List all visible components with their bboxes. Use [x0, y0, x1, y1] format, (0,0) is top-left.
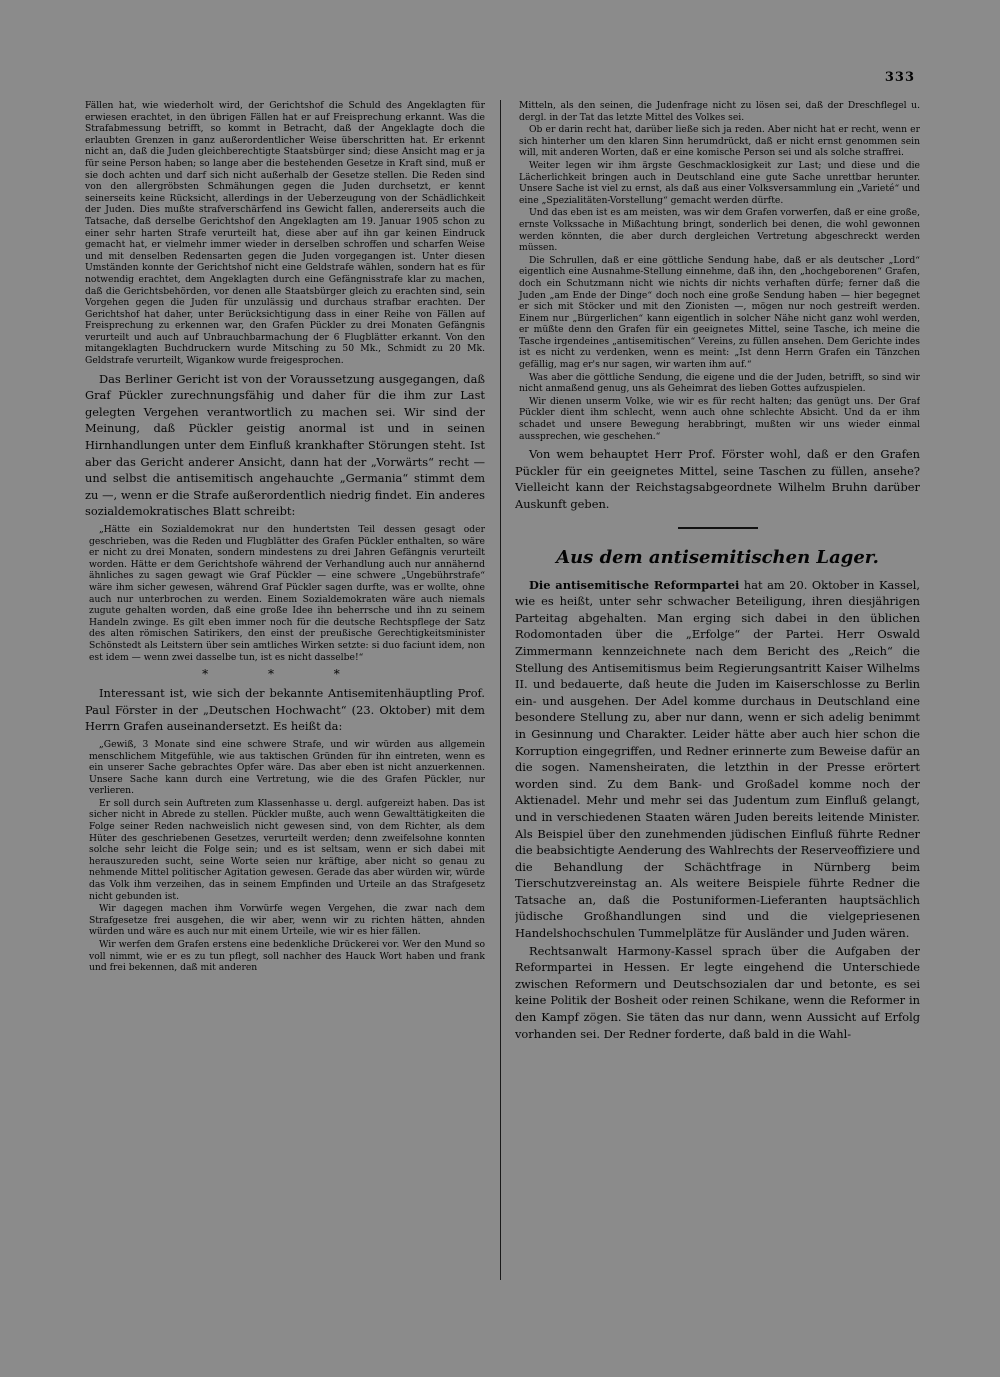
- quote-paragraph: „Gewiß, 3 Monate sind eine schwere Strafe, und wir würden aus allgemein menschlichem Mitgefühle, wie aus taktischen Gründen für ihn eintreten, wenn es ein unserer Sache gebrachtes Opfer wäre. Das aber eben ist nicht anzuerkennen. Unsere Sache kann durch eine Vertretung, wie die des Grafen Pückler, nur verlieren.: [89, 738, 485, 797]
- quote-paragraph: Wir dagegen machen ihm Vorwürfe wegen Vergehen, die zwar nach dem Strafgesetze frei ausgehen, die wir aber, wenn wir zu richten hätten, ahnden würden und wäre es auch nur mit einem Urteile, wie wir es hier fällen.: [89, 903, 485, 938]
- paragraph: [515, 577, 920, 942]
- section-heading: Aus dem antisemitischen Lager.: [556, 546, 879, 568]
- paragraph: Fällen hat, wie wiederholt wird, der Gerichtshof die Schuld des Angeklagten für erwiesen erachtet, in den übrigen Fällen hat er auf Freisprechung erkannt. Was die Strafabmessung betrifft, so kommt in Betracht, daß der Angeklagte doch die erlaubten Grenzen in ganz außerordentlicher Weise überschritten hat. Er erkennt nicht an, daß die Juden gleichberechtigte Staatsbürger sind; diese Ansicht mag er ja für seine Person haben; so lange aber die bestehenden Gesetze in Kraft sind, muß er sie doch achten und darf sich nicht außerhalb der Gesetze stellen. Die Reden sind von den allergröbsten Schmähungen gegen die Juden durchsetzt, er kennt seinerseits keine Rücksicht, allerdings in der Ueberzeugung von der Schädlichkeit der Juden. Dies mußte strafverschärfend ins Gewicht fallen, andererseits auch die Tatsache, daß derselbe Gerichtshof den Angeklagten am 19. Januar 1905 schon zu einer sehr harten Strafe verurteilt hat, diese aber auf ihn gar keinen Eindruck gemacht hat, er vielmehr immer wieder in derselben schroffen und scharfen Weise und mit denselben Redensarten gegen die Juden vorgegangen ist. Unter diesen Umständen konnte der Gerichtshof nicht eine Geldstrafe wählen, sondern hat es für notwendig erachtet, dem Angeklagten durch eine Gefängnisstrafe klar zu machen, daß die Gerichtsbehörden, vor denen alle Staatsbürger gleich zu erachten sind, sein Vorgehen gegen die Juden für unzulässig und durchaus strafbar erachten. Der Gerichtshof hat daher, unter Berücksichtigung dass in einer Reihe von Fällen auf Freisprechung zu erkennen war, den Grafen Pückler zu drei Monaten Gefängnis verurteilt und auch auf Unbrauchbarmachung der 6 Flugblätter erkannt. Von den mitangeklagten Buchdruckern wurde Mitsching zu 50 Mk., Schmidt zu 20 Mk. Geldstrafe verurteilt, Wigankow wurde freigesprochen.: [85, 100, 485, 367]
- quote-paragraph: Was aber die göttliche Sendung, die eigene und die der Juden, betrifft, so sind wir nicht anmaßend genug, uns als Geheimrat des lieben Gottes aufzuspielen.: [519, 371, 920, 395]
- section-stars: * * *: [202, 667, 368, 682]
- paragraph: Das Berliner Gericht ist von der Voraussetzung ausgegangen, daß Graf Pückler zurechnungsfähig und daher für die ihm zur Last gelegten Vergehen verantwortlich zu machen sei. Wir sind der Meinung, daß Pückler geistig anormal ist und in seinen Hirnhandlungen unter dem Einfluß krankhafter Störungen steht. Ist aber das Gericht anderer Ansicht, dann hat der „Vorwärts“ recht — und selbst die antisemitisch angehauchte „Germania“ stimmt dem zu —, wenn er die Strafe außerordentlich niedrig findet. Ein anderes sozialdemokratisches Blatt schreibt:: [85, 371, 485, 519]
- paragraph-lead: Die antisemitische Reformpartei: [529, 577, 740, 592]
- paragraph: Von wem behauptet Herr Prof. Förster wohl, daß er den Grafen Pückler für ein geeignetes Mittel, seine Taschen zu füllen, ansehe? Vielleicht kann der Reichstagsabgeordnete Wilhelm Bruhn darüber Auskunft geben.: [515, 447, 920, 511]
- quote-paragraph: Er soll durch sein Auftreten zum Klassenhasse u. dergl. aufgereizt haben. Das ist sicher nicht in Abrede zu stellen. Pückler mußte, auch wenn Gewalttätigkeiten die Folge seiner Reden nachweislich nicht gewesen sind, von dem Richter, als dem Hüter des geschriebenen Gesetzes, verurteilt werden; denn zweifelsohne konnten solche sehr leicht die Folge sein; und es ist seltsam, wenn er sich dabei mit herauszureden sucht, seine Worte seien nur kräftige, aber nicht so genau zu nehmende Mittel politischer Agitation gewesen. Gerade das aber würden wir, würde das Volk ihm verzeihen, das in seinem Empfinden und Urteile an das Strafgesetz nicht gebunden ist.: [89, 797, 485, 902]
- quote-paragraph: Die Schrullen, daß er eine göttliche Sendung habe, daß er als deutscher „Lord“ eigentlich eine Ausnahme-Stellung einnehme, daß ihn, den „hochgeborenen“ Grafen, doch ein Schutzmann nicht wie nichts dir nichts verhaften dürfe; ferner daß die Juden „am Ende der Dinge“ doch noch eine große Sendung haben — hier begegnet er sich mit Stöcker und mit den Zionisten —, mögen nur noch gestreift werden. Einem nur „Bürgerlichen“ kann eigentlich in solcher Nähe nicht ganz wohl werden, er müßte denn den Grafen für ein geeignetes Mittel, seine Tasche, ich meine die Tasche irgendeines „antisemitischen“ Vereins, zu füllen ansehen. Dem Gerichte indes ist es nicht zu verdenken, wenn es meint: „Ist denn Herrn Grafen ein Tänzchen gefällig, mag er's nur sagen, wir warten ihm auf.“: [519, 254, 920, 371]
- column-divider: [500, 100, 501, 1280]
- quote-paragraph: Weiter legen wir ihm ärgste Geschmacklosigkeit zur Last; und diese und die Lächerlichkeit bringen auch in Deutschland eine gute Sache unrettbar herunter. Unsere Sache ist viel zu ernst, als daß aus einer Volksversammlung ein „Varieté“ und eine „Spezialitäten-Vorstellung“ gemacht werden dürfte.: [519, 159, 920, 206]
- quote-paragraph: Ob er darin recht hat, darüber ließe sich ja reden. Aber nicht hat er recht, wenn er sich hinterher um den klaren Sinn herumdrückt, daß er nicht ernst genommen sein will, mit anderen Worten, daß er eine komische Person sei und als solche straffrei.: [519, 124, 920, 159]
- quote-paragraph: Und das eben ist es am meisten, was wir dem Grafen vorwerfen, daß er eine große, ernste Volkssache in Mißachtung bringt, sonderlich bei denen, die wohl gewonnen werden könnten, die aber durch dergleichen Vertretung abgeschreckt werden müssen.: [519, 207, 920, 254]
- paragraph: Interessant ist, wie sich der bekannte Antisemitenhäuptling Prof. Paul Förster in der „Deutschen Hochwacht“ (23. Oktober) mit dem Herrn Grafen auseinandersetzt. Es heißt da:: [85, 686, 485, 734]
- paragraph: Rechtsanwalt Harmony-Kassel sprach über die Aufgaben der Reformpartei in Hessen. Er legte eingehend die Unterschiede zwischen Reformern und Deutschsozialen dar und betonte, es sei keine Politik der Bosheit oder reinen Schikane, wenn die Reformer in den Kampf zögen. Sie täten das nur dann, wenn Aussicht auf Erfolg vorhanden sei. Der Redner forderte, daß bald in die Wahl-: [515, 943, 920, 1041]
- left-column: [85, 100, 485, 1290]
- section-rule: [678, 527, 758, 529]
- right-column: [515, 100, 920, 1290]
- quote-paragraph: Wir werfen dem Grafen erstens eine bedenkliche Drückerei vor. Wer den Mund so voll nimmt, wie er es zu tun pflegt, soll nachher des Hauck Wort haben und frank und frei bekennen, daß mit anderen: [89, 939, 485, 974]
- quote-paragraph: „Hätte ein Sozialdemokrat nur den hundertsten Teil dessen gesagt oder geschrieben, was die Reden und Flugblätter des Grafen Pückler enthalten, so wäre er nicht zu drei Monaten, sondern mindestens zu drei Jahren Gefängnis verurteilt worden. Hätte er dem Gerichtshofe während der Verhandlung auch nur annähernd ähnliches zu sagen gewagt wie Graf Pückler — eine schwere „Ungebührstrafe“ wäre ihm sicher gewesen, während Graf Pückler sagen durfte, was er wollte, ohne auch nur unterbrochen zu werden. Einem Sozialdemokraten wäre auch niemals zugute gehalten worden, daß eine große Idee ihn beherrsche und ihn zu seinem Handeln zwinge. Es gilt eben immer noch für die deutsche Rechtspflege der Satz des alten römischen Satirikers, den einst der preußische Gerechtigkeitsminister Schönstedt als Leitstern über sein amtliches Wirken setzte: si duo faciunt idem, non est idem — wenn zwei dasselbe tun, ist es nicht dasselbe!“: [89, 524, 485, 663]
- quote-paragraph: Wir dienen unserm Volke, wie wir es für recht halten; das genügt uns. Der Graf Pückler dient ihm schlecht, wenn auch ohne schlechte Absicht. Und da er ihm schadet und unsere Bewegung herabbringt, mußten wir uns wieder einmal aussprechen, wie geschehen.“: [519, 395, 920, 442]
- paragraph-body: hat am 20. Oktober in Kassel, wie es heißt, unter sehr schwacher Beteiligung, ihren diesjährigen Parteitag abgehalten. Man erging sich dabei in den üblichen Rodomontaden über die „Erfolge“ der Partei. Herr Oswald Zimmermann kennzeichnete nach dem Bericht des „Reich“ die Stellung des Antisemitismus beim Regierungsantritt Kaiser Wilhelms II. und bedauerte, daß heute die Juden im Kaiserschlosse zu Berlin ein- und ausgehen. Der Adel komme durchaus in Deutschland eine besondere Stellung zu, aber nur dann, wenn er sich adelig benimmt in Gesinnung und Charakter. Leider hätte aber auch hier schon die Korruption eingegriffen, und Redner erinnerte zum Beweise dafür an die sogen. Namensheiraten, die letzthin in der Presse erörtert worden sind. Zu dem Bank- und Großadel komme noch der Aktienadel. Mehr und mehr sei das Judentum zum Einfluß gelangt, und in verschiedenen Staaten wären Juden bereits leitende Minister. Als Beispiel über den zunehmenden jüdischen Einfluß führte Redner die beabsichtigte Aenderung des Wahlrechts der Reserveoffiziere und die Behandlung der Schächtfrage in Nürnberg beim Tierschutzvereinstag an. Als weitere Beispiele führte Redner die Tatsache an, daß die Postuniformen-Lieferanten hauptsächlich jüdische Großhandlungen sind und die vielgepriesenen Handelshochschulen Tummelplätze für Ausländer und Juden wären.: [515, 577, 920, 941]
- quote-paragraph: Mitteln, als den seinen, die Judenfrage nicht zu lösen sei, daß der Dreschflegel u. dergl. in der Tat das letzte Mittel des Volkes sei.: [519, 100, 920, 123]
- page-number: 333: [884, 70, 915, 85]
